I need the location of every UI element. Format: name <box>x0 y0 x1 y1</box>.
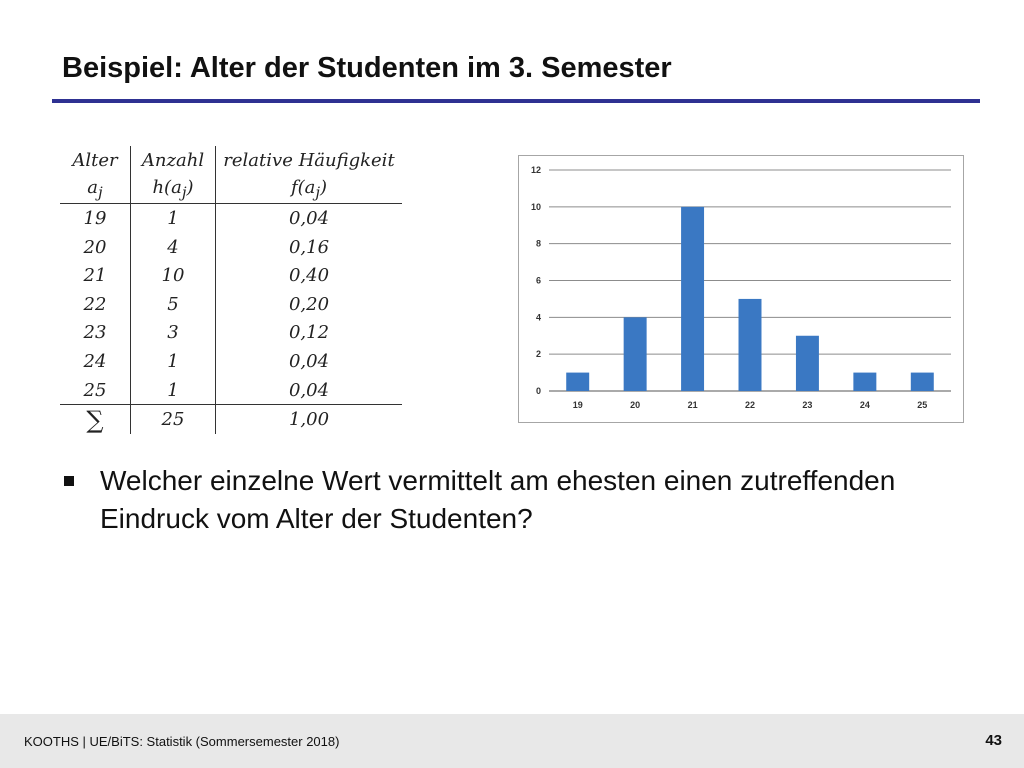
sum-frequency: 1,00 <box>288 409 330 431</box>
table-cell: 3 <box>131 319 216 348</box>
y-tick-label: 10 <box>530 201 541 212</box>
footer-text: KOOTHS | UE/BiTS: Statistik (Sommersemester 2018) <box>24 734 340 749</box>
table-cell: 0,20 <box>288 293 330 315</box>
title-divider <box>52 99 980 103</box>
table-cell: 0,12 <box>288 322 330 344</box>
table-cell: 0,04 <box>216 376 403 405</box>
header-sub-cell <box>60 175 131 204</box>
bar <box>566 373 589 391</box>
y-tick-label: 4 <box>535 312 541 323</box>
x-tick-label: 19 <box>572 400 583 410</box>
table-cell: 22 <box>60 290 131 319</box>
table-sum-row <box>60 405 402 434</box>
page-number: 43 <box>985 732 1002 749</box>
x-tick-label: 25 <box>917 400 928 410</box>
table-row <box>60 204 402 233</box>
symbol-close: ) <box>320 176 328 198</box>
table-cell: 1 <box>131 347 216 376</box>
table-cell: 23 <box>60 319 131 348</box>
table-cell: 10 <box>131 261 216 290</box>
header-cell: relative Häufigkeit <box>223 149 395 171</box>
table-cell: 19 <box>60 204 131 233</box>
symbol-j: j <box>98 183 103 202</box>
table-cell: 1 <box>131 204 216 233</box>
bar-chart <box>518 155 964 423</box>
question-bullet <box>62 462 942 538</box>
symbol-close: ) <box>186 176 194 198</box>
table-cell: 5 <box>131 290 216 319</box>
table-cell: 25 <box>60 376 131 405</box>
table-cell: 24 <box>60 347 131 376</box>
frequency-table <box>60 146 402 434</box>
table-header-sub-row <box>60 175 402 204</box>
bar <box>911 373 934 391</box>
sum-symbol: ∑ <box>60 405 131 434</box>
table-cell: 0,40 <box>288 265 330 287</box>
symbol-h: h(a <box>152 176 182 198</box>
table-cell: 0,04 <box>288 350 330 372</box>
table-cell: 4 <box>131 233 216 262</box>
table-row <box>60 347 402 376</box>
header-cell: Anzahl <box>131 146 216 175</box>
table-cell: 0,04 <box>288 207 330 229</box>
bar <box>681 207 704 391</box>
square-bullet-icon <box>64 476 74 486</box>
y-tick-label: 6 <box>535 275 541 286</box>
bar-chart-svg <box>519 156 963 422</box>
x-tick-label: 24 <box>859 400 870 410</box>
question-text: Welcher einzelne Wert vermittelt am ehesten einen zutreffenden Eindruck vom Alter der Studenten? <box>100 465 896 534</box>
x-tick-label: 21 <box>687 400 698 410</box>
y-tick-label: 2 <box>535 349 541 360</box>
symbol-j: j <box>181 183 187 202</box>
table-cell: 0,16 <box>288 236 330 258</box>
y-tick-label: 8 <box>535 238 541 249</box>
header-sub-cell <box>216 175 403 204</box>
table-row <box>60 376 402 405</box>
bar <box>853 373 876 391</box>
x-tick-label: 20 <box>630 400 641 410</box>
slide-title: Beispiel: Alter der Studenten im 3. Semester <box>62 52 672 84</box>
footer-bar <box>0 714 1024 768</box>
bar <box>739 299 762 391</box>
table-row <box>60 290 402 319</box>
x-tick-label: 23 <box>802 400 813 410</box>
table-row <box>60 233 402 262</box>
symbol-a: a <box>87 176 99 198</box>
table-row <box>60 319 402 348</box>
bar <box>796 336 819 391</box>
y-tick-label: 12 <box>530 165 541 175</box>
table-header-row <box>60 146 402 175</box>
header-cell: Alter <box>60 146 131 175</box>
x-tick-label: 22 <box>744 400 756 410</box>
sum-count: 25 <box>131 405 216 434</box>
symbol-j: j <box>315 183 321 202</box>
table-row <box>60 261 402 290</box>
bar <box>624 317 647 391</box>
header-sub-cell <box>131 175 216 204</box>
y-tick-label: 0 <box>535 386 541 396</box>
symbol-f: f(a <box>290 176 316 198</box>
table-cell: 1 <box>131 376 216 405</box>
table-cell: 20 <box>60 233 131 262</box>
table-cell: 21 <box>60 261 131 290</box>
